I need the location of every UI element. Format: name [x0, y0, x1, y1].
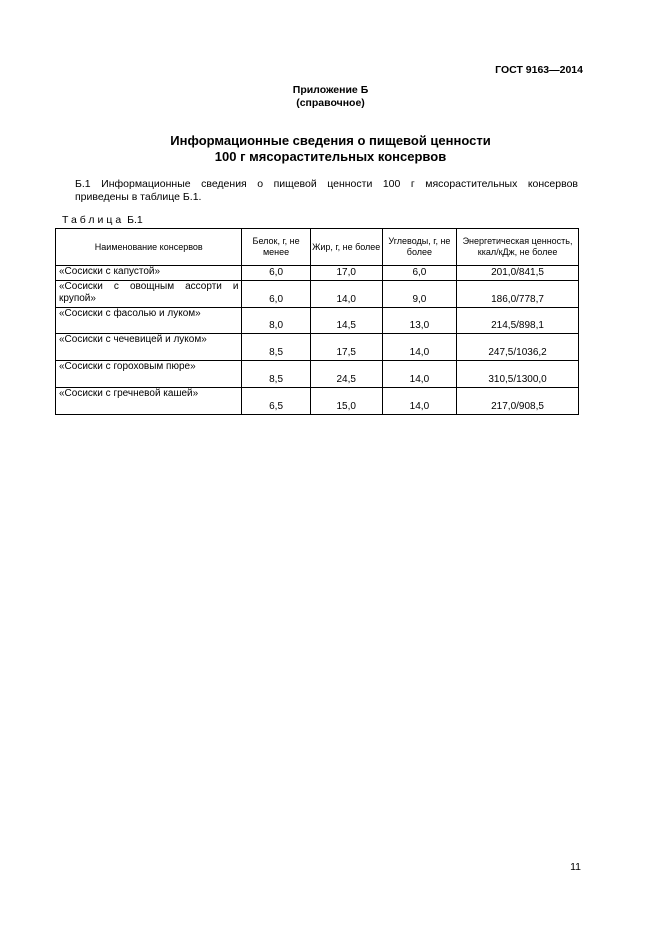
cell-name: «Сосиски с капустой» [56, 266, 242, 281]
paragraph-line2: приведены в таблице Б.1. [75, 191, 202, 203]
section-title [0, 133, 661, 165]
cell-name: «Сосиски с овощным ассорти и крупой» [56, 281, 242, 308]
cell-energy: 201,0/841,5 [457, 266, 579, 281]
cell-energy: 214,5/898,1 [457, 308, 579, 334]
cell-name: «Сосиски с чечевицей и луком» [56, 334, 242, 361]
table-header-row [56, 229, 579, 266]
cell-carbs: 6,0 [382, 266, 456, 281]
page-number: 11 [570, 861, 581, 873]
table-row [56, 361, 579, 388]
header-protein: Белок, г, не менее [242, 229, 310, 266]
table-caption-number: Б.1 [127, 214, 143, 226]
cell-fat: 24,5 [310, 361, 382, 388]
table-row [56, 266, 579, 281]
cell-energy: 217,0/908,5 [457, 388, 579, 415]
header-energy: Энергетическая ценность, ккал/кДж, не более [457, 229, 579, 266]
table-row [56, 308, 579, 334]
cell-name: «Сосиски с гречневой кашей» [56, 388, 242, 415]
table-caption [62, 214, 143, 226]
section-title-line1: Информационные сведения о пищевой ценности [170, 133, 491, 148]
cell-name: «Сосиски с фасолью и луком» [56, 308, 242, 334]
cell-fat: 17,0 [310, 266, 382, 281]
cell-fat: 14,0 [310, 281, 382, 308]
appendix-subtitle: (справочное) [296, 97, 365, 109]
standard-number: ГОСТ 9163—2014 [495, 64, 583, 76]
paragraph-text-line1: Б.1 Информационные сведения о пищевой ценности 100 г мясорастительных консервов [75, 178, 578, 190]
section-title-line2: 100 г мясорастительных консервов [214, 149, 447, 164]
cell-protein: 8,5 [242, 334, 310, 361]
table-row [56, 334, 579, 361]
cell-fat: 15,0 [310, 388, 382, 415]
cell-carbs: 14,0 [382, 361, 456, 388]
paragraph-line1 [75, 178, 578, 191]
table-row [56, 388, 579, 415]
cell-carbs: 9,0 [382, 281, 456, 308]
appendix-title: Приложение Б [292, 84, 369, 96]
header-fat: Жир, г, не более [310, 229, 382, 266]
nutrition-table [55, 228, 579, 415]
cell-fat: 17,5 [310, 334, 382, 361]
cell-protein: 6,5 [242, 388, 310, 415]
cell-name: «Сосиски с гороховым пюре» [56, 361, 242, 388]
header-name: Наименование консервов [56, 229, 242, 266]
cell-energy: 310,5/1300,0 [457, 361, 579, 388]
cell-energy: 186,0/778,7 [457, 281, 579, 308]
header-carbs: Углеводы, г, не более [382, 229, 456, 266]
appendix-heading [0, 84, 661, 110]
cell-protein: 6,0 [242, 266, 310, 281]
cell-carbs: 14,0 [382, 334, 456, 361]
cell-carbs: 13,0 [382, 308, 456, 334]
cell-protein: 6,0 [242, 281, 310, 308]
table-caption-word: Таблица [62, 214, 125, 226]
table-row [56, 281, 579, 308]
cell-fat: 14,5 [310, 308, 382, 334]
cell-energy: 247,5/1036,2 [457, 334, 579, 361]
cell-carbs: 14,0 [382, 388, 456, 415]
cell-protein: 8,5 [242, 361, 310, 388]
cell-protein: 8,0 [242, 308, 310, 334]
